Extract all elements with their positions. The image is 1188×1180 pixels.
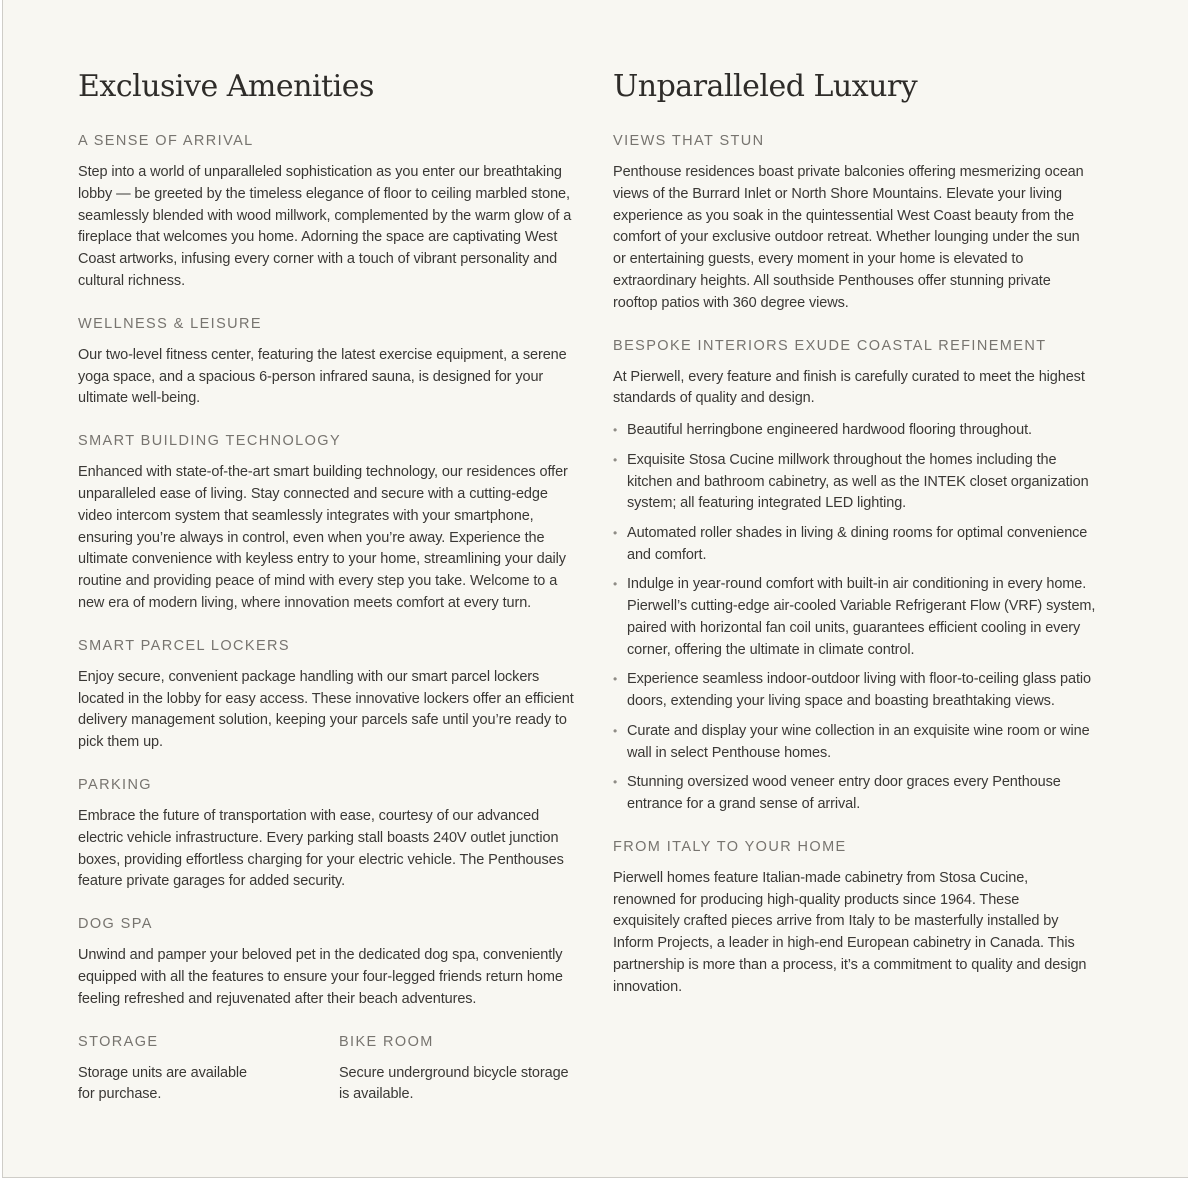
- section-heading: BESPOKE INTERIORS EXUDE COASTAL REFINEMENT: [613, 337, 1047, 354]
- section-heading: A SENSE OF ARRIVAL: [78, 133, 254, 149]
- section-heading: VIEWS THAT STUN: [613, 133, 765, 149]
- section-heading: SMART BUILDING TECHNOLOGY: [78, 433, 342, 450]
- section-body: Storage units are available for purchase.: [78, 1064, 247, 1103]
- section-italy: [613, 838, 1103, 999]
- bullet-icon: •: [613, 775, 618, 790]
- section-body: Step into a world of unparalleled sophistication as you enter our breathtaking lobby — be greeted by the timeless elegance of floor to ceiling marbled stone, seamlessly blended with wood millwork, complemented by the warm glow of a fireplace that welcomes you home. Adorning the space are captivating West Coast artworks, infusing every corner with a touch of vibrant personality and cultural richness.: [78, 164, 572, 289]
- features-list: [613, 420, 1103, 816]
- bullet-icon: •: [613, 423, 618, 438]
- feature-item: [613, 721, 1103, 765]
- feature-text: Automated roller shades in living & dining rooms for optimal convenience and comfort.: [627, 524, 1088, 563]
- section-heading: WELLNESS & LEISURE: [78, 315, 262, 332]
- brochure-page: [2, 0, 1188, 1178]
- section-intro: At Pierwell, every feature and finish is carefully curated to meet the highest standards of quality and design.: [613, 368, 1085, 407]
- section-sense-of-arrival: [78, 132, 578, 293]
- bullet-icon: •: [613, 723, 618, 738]
- section-bike-room: [339, 1033, 578, 1129]
- bullet-icon: •: [613, 525, 618, 540]
- section-body: Pierwell homes feature Italian-made cabinetry from Stosa Cucine, renowned for producing high-quality products since 1964. These exquisitely crafted pieces arrive from Italy to be masterfully installed by Inform Projects, a leader in high-end European cabinetry in Canada. This partnership is more than a process, it’s a commitment to quality and design innovation.: [613, 869, 1087, 995]
- feature-item: [613, 669, 1103, 713]
- section-body: Penthouse residences boast private balconies offering mesmerizing ocean views of the Burrard Inlet or North Shore Mountains. Elevate your living experience as you soak in the quintessential West Coast beauty from the comfort of your exclusive outdoor retreat. Whether lounging under the sun or entertaining guests, every moment in your home is elevated to extraordinary heights. All southside Penthouses offer stunning private rooftop patios with 360 degree views.: [613, 164, 1084, 311]
- section-parking: [78, 776, 578, 893]
- storage-bike-row: [78, 1033, 578, 1129]
- section-heading: DOG SPA: [78, 916, 153, 933]
- section-interiors: [613, 337, 1103, 816]
- amenities-column: [78, 68, 578, 1128]
- feature-text: Curate and display your wine collection in an exquisite wine room or wine wall in select Penthouse homes.: [627, 722, 1090, 761]
- feature-item: [613, 420, 1103, 442]
- section-wellness-leisure: [78, 315, 578, 410]
- bullet-icon: •: [613, 452, 618, 467]
- feature-item: [613, 574, 1103, 661]
- feature-text: Indulge in year-round comfort with built-in air conditioning in every home. Pierwell’s cutting-edge air-cooled Variable Refrigerant Flow (VRF) system, paired with horizontal fan coil units, guarantees efficient cooling in every corner, offering the ultimate in climate control.: [627, 576, 1096, 658]
- feature-text: Stunning oversized wood veneer entry door graces every Penthouse entrance for a grand sense of arrival.: [627, 774, 1061, 812]
- section-body: Enjoy secure, convenient package handling with our smart parcel lockers located in the lobby for easy access. These innovative lockers offer an efficient delivery management solution, keeping your parcels safe until you’re ready to pick them up.: [78, 668, 574, 751]
- section-body: Our two-level fitness center, featuring the latest exercise equipment, a serene yoga space, and a spacious 6-person infrared sauna, is designed for your ultimate well-being.: [78, 346, 567, 407]
- section-storage: [78, 1033, 339, 1129]
- section-body: Secure underground bicycle storage is available.: [338, 1064, 569, 1103]
- feature-item: [613, 523, 1103, 567]
- feature-text: Beautiful herringbone engineered hardwood flooring throughout.: [627, 422, 1032, 439]
- feature-text: Exquisite Stosa Cucine millwork throughout the homes including the kitchen and bathroom cabinetry, as well as the INTEK closet organization system; all featuring integrated LED lighting.: [627, 451, 1089, 512]
- bullet-icon: •: [613, 672, 618, 687]
- luxury-column: [613, 68, 1103, 1020]
- section-heading: SMART PARCEL LOCKERS: [78, 637, 290, 654]
- luxury-title: Unparalleled Luxury: [613, 69, 918, 104]
- section-body: Embrace the future of transportation with ease, courtesy of our advanced electric vehicle infrastructure. Every parking stall boasts 240V outlet junction boxes, providing effortless charging for your electric vehicle. The Penthouses feature private garages for added security.: [78, 807, 564, 890]
- section-smart-building: [78, 432, 578, 615]
- section-heading: STORAGE: [78, 1033, 159, 1050]
- section-body: Unwind and pamper your beloved pet in the dedicated dog spa, conveniently equipped with all the features to ensure your four-legged friends return home feeling refreshed and rejuvenated after their beach adventures.: [78, 947, 563, 1007]
- section-heading: BIKE ROOM: [338, 1033, 434, 1050]
- feature-text: Experience seamless indoor-outdoor living with floor-to-ceiling glass patio doors, extending your living space and boasting breathtaking views.: [627, 671, 1091, 710]
- feature-item: [613, 450, 1103, 515]
- section-views: [613, 132, 1103, 315]
- section-dog-spa: [78, 915, 578, 1010]
- section-heading: FROM ITALY TO YOUR HOME: [613, 838, 847, 855]
- bullet-icon: •: [613, 577, 618, 592]
- section-parcel-lockers: [78, 637, 578, 754]
- section-body: Enhanced with state-of-the-art smart building technology, our residences offer unparalleled ease of living. Stay connected and secure with a cutting-edge video intercom system that seamlessly integrates with your smartphone, ensuring you’re always in control, even when you’re away. Experience the ultimate convenience with keyless entry to your home, streamlining your daily routine and providing peace of mind with every step you take. Welcome to a new era of modern living, where innovation meets comfort at every turn.: [78, 464, 568, 611]
- amenities-title: Exclusive Amenities: [78, 69, 374, 104]
- section-heading: PARKING: [78, 776, 152, 793]
- feature-item: [613, 772, 1103, 816]
